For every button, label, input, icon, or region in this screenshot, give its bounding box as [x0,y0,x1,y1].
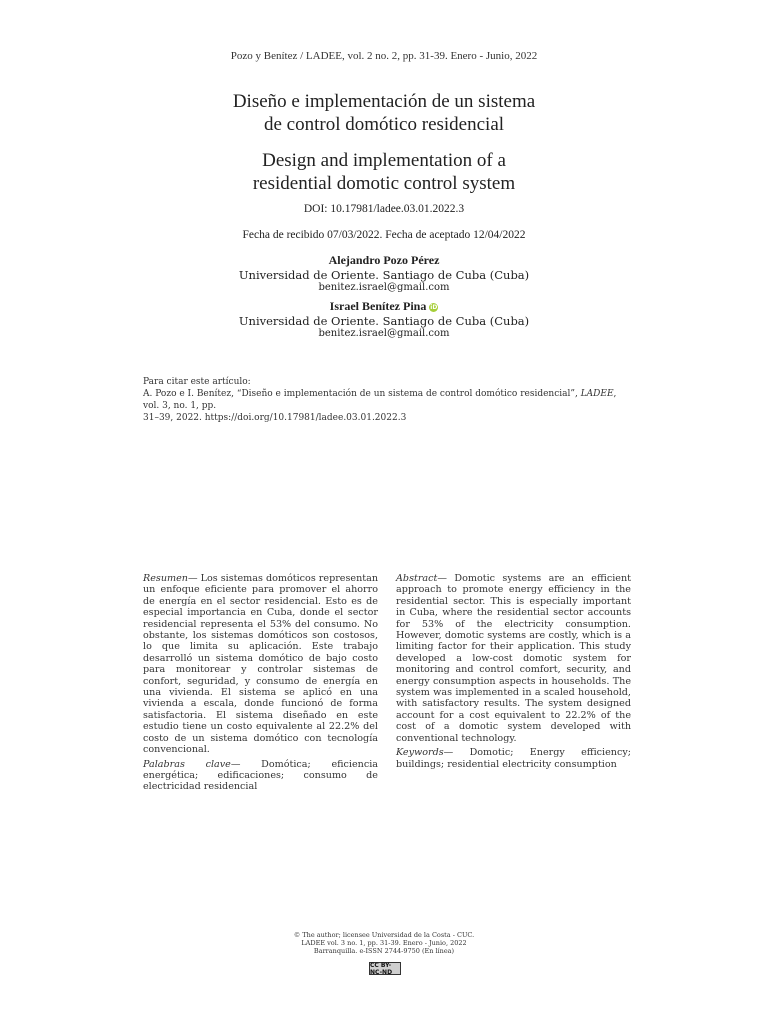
orcid-icon[interactable]: iD [430,304,438,311]
footer-line-1: © The author; licensee Universidad de la Costa - CUC. [293,931,475,939]
abstract-label: Abstract [396,573,438,584]
palabras-clave-paragraph [143,759,378,793]
palabras-clave-label: Palabras clave [143,758,231,770]
author-name-2: Israel Benítez Pina [329,299,427,313]
citation-block [143,376,633,424]
cc-license-icon[interactable]: CC BY-NC-ND [369,962,401,975]
citation-label: Para citar este artículo: [143,377,251,387]
abstract-text: — Domotic systems are an efficient approach to promote energy efficiency in the residential sector. This is especially important in Cuba, where the residential sector accounts for 53% of the electricity consumption. However, domotic systems are costly, which is a limiting factor for their application. This study developed a low-cost domotic system for monitoring and control comfort, security, and energy consumption aspects in households. The system was implemented in a scaled household, with satisfactory results. The system designed account for a cost equivalent to 22.2% of the cost of a domotic system developed with conventional technology. [396,573,631,744]
citation-line-2[interactable]: 31–39, 2022. https://doi.org/10.17981/ladee.03.01.2022.3 [143,413,407,423]
title-english-line-1: Design and implementation of a [262,150,506,171]
citation-line-1 [143,388,633,412]
abstract-english-column [396,573,631,773]
keywords-label: Keywords [396,747,444,759]
resumen-label: Resumen [143,573,188,584]
resumen-paragraph [143,573,378,756]
keywords-paragraph [396,747,631,770]
citation-text-tail: , vol. 3, no. 1, pp. [143,389,617,411]
received-accepted-dates: Fecha de recibido 07/03/2022. Fecha de aceptado 12/04/2022 [242,229,526,241]
doi[interactable]: DOI: 10.17981/ladee.03.01.2022.3 [303,203,465,215]
citation-journal: LADEE [580,389,614,399]
author-email-2[interactable]: benitez.israel@gmail.com [318,328,450,339]
title-english-line-2: residential domotic control system [252,173,516,194]
title-spanish [0,90,768,136]
copyright-footer [0,931,768,955]
abstract-paragraph [396,573,631,744]
author-name-1: Alejandro Pozo Pérez [328,253,440,267]
running-header: Pozo y Benítez / LADEE, vol. 2 no. 2, pp. 31-39. Enero - Junio, 2022 [230,50,538,62]
palabras-clave-text: — Domótica; eficiencia energética; edificaciones; consumo de electricidad residencial [143,758,378,793]
abstract-spanish-column [143,573,378,796]
citation-text: A. Pozo e I. Benítez, “Diseño e implementación de un sistema de control domótico residencial”, [143,389,581,399]
footer-line-3: Barranquilla. e-ISSN 2744-9750 (En línea) [313,947,455,955]
title-english [0,149,768,195]
author-line-2 [0,299,768,314]
author-affiliation-2: Universidad de Oriente. Santiago de Cuba (Cuba) [238,314,530,328]
author-affiliation-1: Universidad de Oriente. Santiago de Cuba (Cuba) [238,268,530,282]
title-spanish-line-2: de control domótico residencial [263,114,505,135]
title-spanish-line-1: Diseño e implementación de un sistema [232,91,536,112]
author-email-1[interactable]: benitez.israel@gmail.com [318,282,450,293]
footer-line-2: LADEE vol. 3 no. 1, pp. 31-39. Enero - Junio, 2022 [301,939,467,947]
keywords-text: — Domotic; Energy efficiency; buildings; residential electricity consumption [396,747,631,770]
resumen-text: — Los sistemas domóticos representan un enfoque eficiente para promover el ahorro de energía en el sector residencial. Esto es de especial importancia en Cuba, donde el sector residencial representa el 53% del consumo. No obstante, los sistemas domóticos son costosos, lo que limita su aplicación. Este trabajo desarrolló un sistema domótico de bajo costo para monitorear y controlar sistemas de confort, seguridad, y consumo de energía en una vivienda. El sistema se aplicó en una vivienda a escala, donde funcionó de forma satisfactoria. El sistema diseñado en este estudio tiene un costo equivalente al 22.2% del costo de un sistema domótico con tecnología convencional. [143,573,379,756]
